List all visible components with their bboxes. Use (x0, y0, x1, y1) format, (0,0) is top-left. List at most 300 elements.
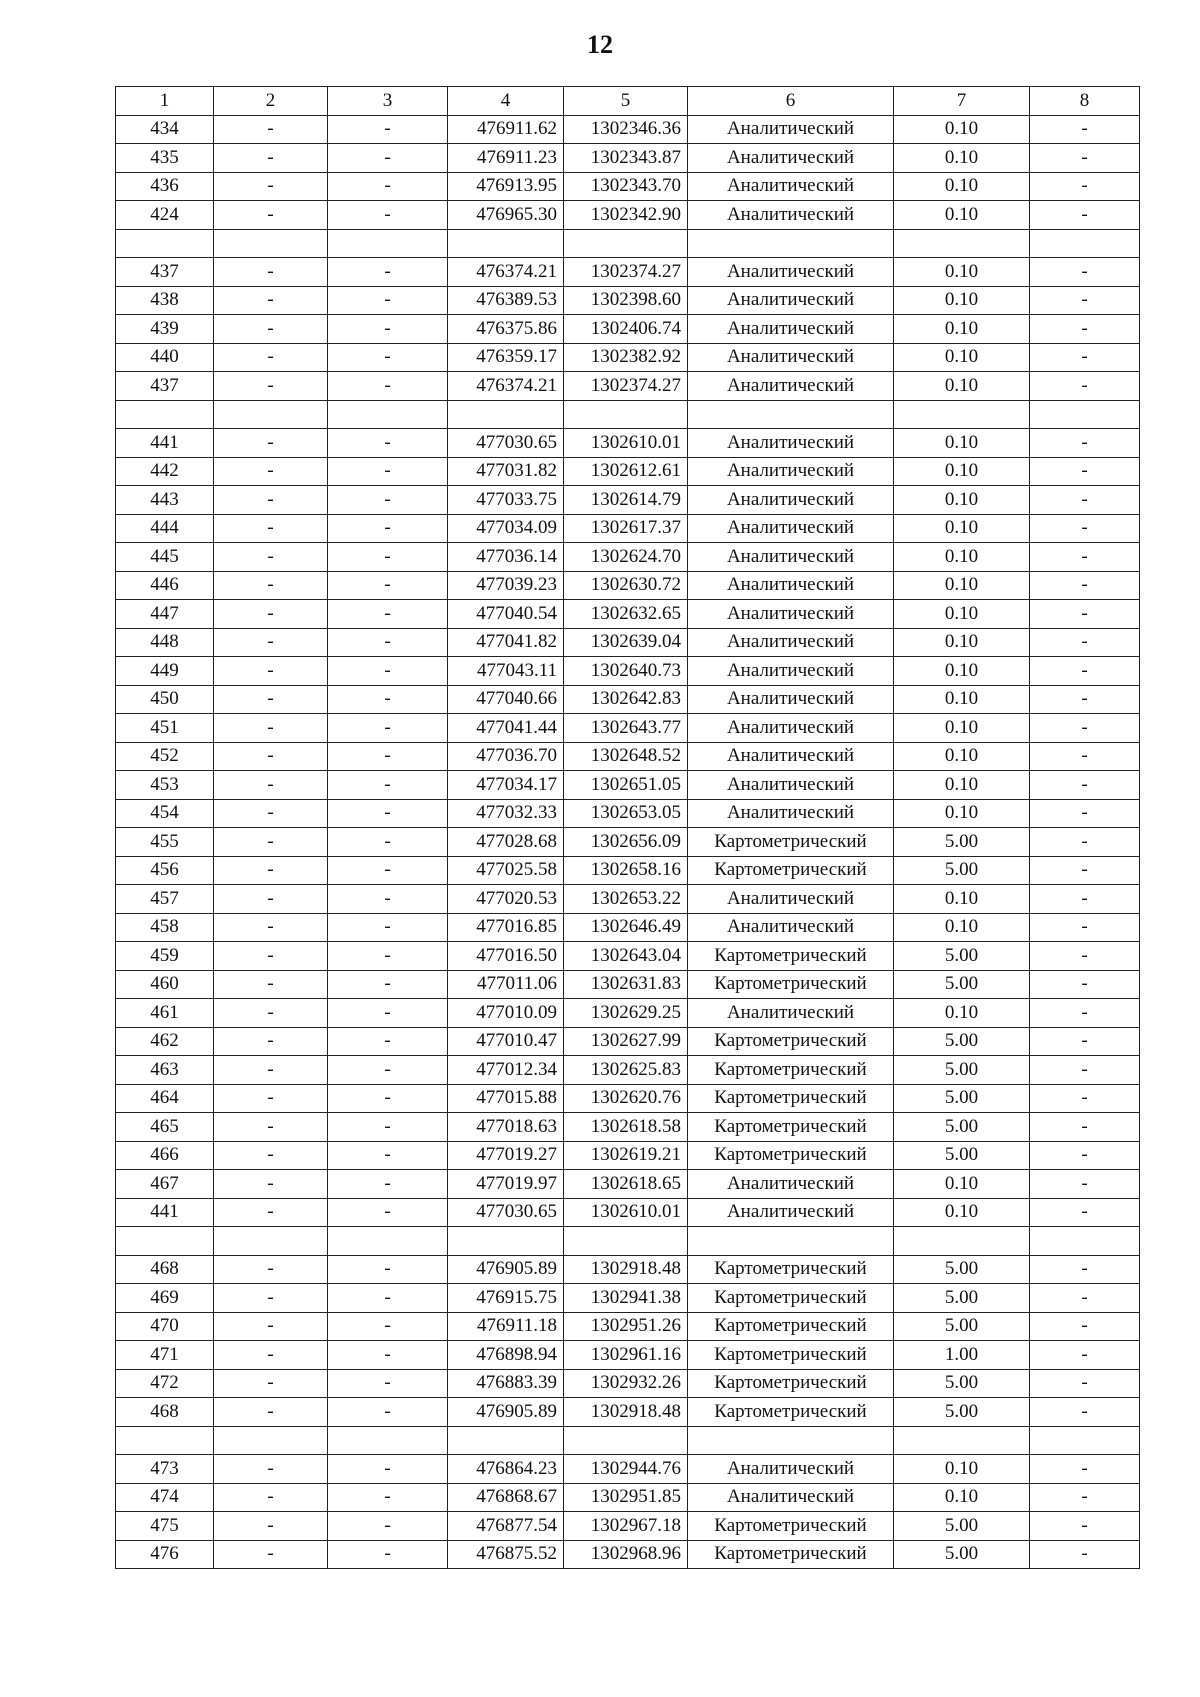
col3-cell: - (328, 343, 448, 372)
point-number-cell: 475 (116, 1512, 214, 1541)
method-cell (688, 1227, 894, 1256)
method-cell: Картометрический (688, 942, 894, 971)
col2-cell: - (214, 486, 328, 515)
x-coordinate-cell (448, 229, 564, 258)
x-coordinate-cell: 476375.86 (448, 315, 564, 344)
y-coordinate-cell: 1302961.16 (564, 1341, 688, 1370)
accuracy-cell (894, 1426, 1030, 1455)
col2-cell: - (214, 1255, 328, 1284)
table-row (116, 1198, 1140, 1227)
col8-cell: - (1030, 1141, 1140, 1170)
x-coordinate-cell: 476359.17 (448, 343, 564, 372)
table-row (116, 799, 1140, 828)
accuracy-cell: 0.10 (894, 628, 1030, 657)
point-number-cell: 472 (116, 1369, 214, 1398)
col2-cell (214, 400, 328, 429)
table-row (116, 600, 1140, 629)
col2-cell: - (214, 913, 328, 942)
table-row (116, 201, 1140, 230)
point-number-cell: 436 (116, 172, 214, 201)
table-row (116, 1455, 1140, 1484)
accuracy-cell: 0.10 (894, 742, 1030, 771)
method-cell: Картометрический (688, 1312, 894, 1341)
method-cell: Аналитический (688, 628, 894, 657)
point-number-cell: 453 (116, 771, 214, 800)
y-coordinate-cell: 1302627.99 (564, 1027, 688, 1056)
col2-cell: - (214, 600, 328, 629)
accuracy-cell: 0.10 (894, 543, 1030, 572)
method-cell (688, 1426, 894, 1455)
col2-cell: - (214, 144, 328, 173)
col8-cell: - (1030, 1369, 1140, 1398)
x-coordinate-cell: 477043.11 (448, 657, 564, 686)
col2-cell: - (214, 828, 328, 857)
x-coordinate-cell: 477033.75 (448, 486, 564, 515)
col2-cell: - (214, 714, 328, 743)
accuracy-cell: 0.10 (894, 771, 1030, 800)
col3-cell: - (328, 999, 448, 1028)
x-coordinate-cell: 477031.82 (448, 457, 564, 486)
x-coordinate-cell: 477016.85 (448, 913, 564, 942)
col8-cell: - (1030, 286, 1140, 315)
col3-cell: - (328, 315, 448, 344)
accuracy-cell: 0.10 (894, 286, 1030, 315)
col3-cell: - (328, 115, 448, 144)
table-row (116, 1227, 1140, 1256)
y-coordinate-cell: 1302951.26 (564, 1312, 688, 1341)
col3-cell: - (328, 1255, 448, 1284)
point-number-cell: 460 (116, 970, 214, 999)
col8-cell: - (1030, 1483, 1140, 1512)
accuracy-cell: 5.00 (894, 1312, 1030, 1341)
col3-cell: - (328, 828, 448, 857)
point-number-cell: 473 (116, 1455, 214, 1484)
col8-cell: - (1030, 1540, 1140, 1569)
method-cell: Аналитический (688, 1483, 894, 1512)
col2-cell: - (214, 201, 328, 230)
col3-cell: - (328, 628, 448, 657)
table-row (116, 286, 1140, 315)
point-number-cell: 441 (116, 1198, 214, 1227)
col3-cell: - (328, 571, 448, 600)
column-header: 3 (328, 87, 448, 116)
table-row (116, 1255, 1140, 1284)
x-coordinate-cell: 477032.33 (448, 799, 564, 828)
table-row (116, 1512, 1140, 1541)
x-coordinate-cell: 476965.30 (448, 201, 564, 230)
col3-cell: - (328, 486, 448, 515)
col2-cell: - (214, 1056, 328, 1085)
col3-cell: - (328, 514, 448, 543)
col8-cell: - (1030, 457, 1140, 486)
x-coordinate-cell (448, 1426, 564, 1455)
accuracy-cell: 0.10 (894, 514, 1030, 543)
y-coordinate-cell: 1302918.48 (564, 1255, 688, 1284)
col8-cell: - (1030, 172, 1140, 201)
col3-cell: - (328, 856, 448, 885)
point-number-cell (116, 229, 214, 258)
col2-cell: - (214, 1027, 328, 1056)
accuracy-cell: 0.10 (894, 1455, 1030, 1484)
method-cell: Картометрический (688, 1113, 894, 1142)
x-coordinate-cell: 476374.21 (448, 258, 564, 287)
col2-cell: - (214, 115, 328, 144)
method-cell: Картометрический (688, 828, 894, 857)
x-coordinate-cell: 477025.58 (448, 856, 564, 885)
page-number: 12 (587, 30, 613, 59)
col3-cell: - (328, 1141, 448, 1170)
col3-cell: - (328, 885, 448, 914)
col2-cell: - (214, 942, 328, 971)
table-row (116, 571, 1140, 600)
y-coordinate-cell: 1302639.04 (564, 628, 688, 657)
accuracy-cell: 5.00 (894, 942, 1030, 971)
point-number-cell: 458 (116, 913, 214, 942)
col8-cell: - (1030, 1312, 1140, 1341)
method-cell: Аналитический (688, 742, 894, 771)
y-coordinate-cell: 1302631.83 (564, 970, 688, 999)
point-number-cell: 438 (116, 286, 214, 315)
col2-cell: - (214, 628, 328, 657)
accuracy-cell: 5.00 (894, 828, 1030, 857)
accuracy-cell: 5.00 (894, 1141, 1030, 1170)
col3-cell: - (328, 258, 448, 287)
y-coordinate-cell: 1302646.49 (564, 913, 688, 942)
x-coordinate-cell: 476915.75 (448, 1284, 564, 1313)
col3-cell: - (328, 1483, 448, 1512)
point-number-cell: 469 (116, 1284, 214, 1313)
method-cell (688, 229, 894, 258)
table-row (116, 400, 1140, 429)
y-coordinate-cell: 1302651.05 (564, 771, 688, 800)
col3-cell: - (328, 457, 448, 486)
y-coordinate-cell: 1302643.04 (564, 942, 688, 971)
col2-cell: - (214, 1369, 328, 1398)
accuracy-cell: 5.00 (894, 1512, 1030, 1541)
accuracy-cell: 0.10 (894, 343, 1030, 372)
col8-cell: - (1030, 1284, 1140, 1313)
y-coordinate-cell: 1302612.61 (564, 457, 688, 486)
col8-cell: - (1030, 372, 1140, 401)
col3-cell: - (328, 1284, 448, 1313)
table-row (116, 828, 1140, 857)
accuracy-cell: 5.00 (894, 1056, 1030, 1085)
col8-cell: - (1030, 856, 1140, 885)
accuracy-cell: 0.10 (894, 999, 1030, 1028)
table-row (116, 1027, 1140, 1056)
column-header: 8 (1030, 87, 1140, 116)
x-coordinate-cell: 476905.89 (448, 1398, 564, 1427)
y-coordinate-cell: 1302624.70 (564, 543, 688, 572)
y-coordinate-cell (564, 1227, 688, 1256)
x-coordinate-cell: 477012.34 (448, 1056, 564, 1085)
col2-cell: - (214, 1084, 328, 1113)
method-cell: Аналитический (688, 201, 894, 230)
table-row (116, 543, 1140, 572)
table-row (116, 999, 1140, 1028)
point-number-cell: 444 (116, 514, 214, 543)
column-header: 1 (116, 87, 214, 116)
method-cell: Картометрический (688, 1255, 894, 1284)
table-row (116, 1170, 1140, 1199)
col2-cell: - (214, 1512, 328, 1541)
accuracy-cell: 0.10 (894, 799, 1030, 828)
x-coordinate-cell: 477041.44 (448, 714, 564, 743)
y-coordinate-cell: 1302658.16 (564, 856, 688, 885)
table-row (116, 1369, 1140, 1398)
method-cell: Картометрический (688, 1284, 894, 1313)
col2-cell: - (214, 1141, 328, 1170)
col8-cell: - (1030, 1170, 1140, 1199)
col3-cell: - (328, 1369, 448, 1398)
point-number-cell: 456 (116, 856, 214, 885)
x-coordinate-cell: 477020.53 (448, 885, 564, 914)
y-coordinate-cell: 1302382.92 (564, 343, 688, 372)
table-row (116, 1056, 1140, 1085)
col2-cell: - (214, 771, 328, 800)
col2-cell: - (214, 1170, 328, 1199)
x-coordinate-cell: 477039.23 (448, 571, 564, 600)
col2-cell: - (214, 1341, 328, 1370)
accuracy-cell: 0.10 (894, 115, 1030, 144)
y-coordinate-cell: 1302648.52 (564, 742, 688, 771)
col2-cell: - (214, 1312, 328, 1341)
x-coordinate-cell: 476883.39 (448, 1369, 564, 1398)
accuracy-cell: 0.10 (894, 172, 1030, 201)
y-coordinate-cell: 1302968.96 (564, 1540, 688, 1569)
method-cell: Картометрический (688, 1369, 894, 1398)
x-coordinate-cell: 477019.27 (448, 1141, 564, 1170)
y-coordinate-cell: 1302618.65 (564, 1170, 688, 1199)
x-coordinate-cell: 476877.54 (448, 1512, 564, 1541)
col8-cell: - (1030, 771, 1140, 800)
col2-cell: - (214, 685, 328, 714)
point-number-cell: 468 (116, 1255, 214, 1284)
table-row (116, 172, 1140, 201)
point-number-cell: 455 (116, 828, 214, 857)
method-cell: Аналитический (688, 343, 894, 372)
table-row (116, 1284, 1140, 1313)
col3-cell: - (328, 600, 448, 629)
method-cell: Аналитический (688, 685, 894, 714)
point-number-cell: 457 (116, 885, 214, 914)
table-row (116, 229, 1140, 258)
col2-cell: - (214, 970, 328, 999)
x-coordinate-cell: 476868.67 (448, 1483, 564, 1512)
table-row (116, 913, 1140, 942)
method-cell: Аналитический (688, 913, 894, 942)
method-cell: Аналитический (688, 429, 894, 458)
point-number-cell: 462 (116, 1027, 214, 1056)
method-cell: Аналитический (688, 1455, 894, 1484)
method-cell: Картометрический (688, 1027, 894, 1056)
y-coordinate-cell: 1302617.37 (564, 514, 688, 543)
table-row (116, 970, 1140, 999)
accuracy-cell: 0.10 (894, 913, 1030, 942)
table-row (116, 885, 1140, 914)
table-row (116, 1398, 1140, 1427)
table-row (116, 1312, 1140, 1341)
col3-cell: - (328, 1027, 448, 1056)
x-coordinate-cell: 477019.97 (448, 1170, 564, 1199)
table-row (116, 315, 1140, 344)
method-cell: Картометрический (688, 1512, 894, 1541)
col8-cell: - (1030, 942, 1140, 971)
point-number-cell: 435 (116, 144, 214, 173)
method-cell: Картометрический (688, 1398, 894, 1427)
col3-cell: - (328, 1455, 448, 1484)
y-coordinate-cell (564, 229, 688, 258)
table-row (116, 343, 1140, 372)
col2-cell: - (214, 1455, 328, 1484)
accuracy-cell: 5.00 (894, 1540, 1030, 1569)
point-number-cell: 467 (116, 1170, 214, 1199)
point-number-cell: 437 (116, 372, 214, 401)
col3-cell: - (328, 970, 448, 999)
y-coordinate-cell: 1302967.18 (564, 1512, 688, 1541)
table-row (116, 628, 1140, 657)
column-header: 5 (564, 87, 688, 116)
col2-cell: - (214, 1398, 328, 1427)
col3-cell: - (328, 771, 448, 800)
table-row (116, 1141, 1140, 1170)
point-number-cell: 443 (116, 486, 214, 515)
table-row (116, 742, 1140, 771)
y-coordinate-cell: 1302343.87 (564, 144, 688, 173)
method-cell: Аналитический (688, 172, 894, 201)
col2-cell: - (214, 315, 328, 344)
point-number-cell: 446 (116, 571, 214, 600)
col8-cell: - (1030, 514, 1140, 543)
method-cell: Картометрический (688, 1084, 894, 1113)
point-number-cell: 451 (116, 714, 214, 743)
table-row (116, 714, 1140, 743)
col8-cell: - (1030, 970, 1140, 999)
col2-cell: - (214, 543, 328, 572)
table-row (116, 429, 1140, 458)
column-header: 6 (688, 87, 894, 116)
x-coordinate-cell: 476905.89 (448, 1255, 564, 1284)
col2-cell (214, 1227, 328, 1256)
method-cell: Аналитический (688, 372, 894, 401)
accuracy-cell: 0.10 (894, 571, 1030, 600)
point-number-cell: 470 (116, 1312, 214, 1341)
col3-cell: - (328, 942, 448, 971)
method-cell: Аналитический (688, 486, 894, 515)
col8-cell: - (1030, 685, 1140, 714)
x-coordinate-cell: 476911.62 (448, 115, 564, 144)
method-cell: Аналитический (688, 885, 894, 914)
accuracy-cell: 0.10 (894, 457, 1030, 486)
point-number-cell: 459 (116, 942, 214, 971)
y-coordinate-cell: 1302618.58 (564, 1113, 688, 1142)
col3-cell (328, 1227, 448, 1256)
table-row (116, 115, 1140, 144)
x-coordinate-cell: 477018.63 (448, 1113, 564, 1142)
y-coordinate-cell: 1302398.60 (564, 286, 688, 315)
col2-cell: - (214, 286, 328, 315)
point-number-cell: 448 (116, 628, 214, 657)
table-row (116, 1341, 1140, 1370)
col8-cell: - (1030, 571, 1140, 600)
col3-cell: - (328, 144, 448, 173)
col2-cell: - (214, 856, 328, 885)
col8-cell: - (1030, 1512, 1140, 1541)
accuracy-cell (894, 400, 1030, 429)
accuracy-cell: 5.00 (894, 856, 1030, 885)
point-number-cell: 449 (116, 657, 214, 686)
table-row (116, 1084, 1140, 1113)
col8-cell: - (1030, 885, 1140, 914)
x-coordinate-cell: 476911.23 (448, 144, 564, 173)
coordinates-table (115, 86, 1140, 1569)
accuracy-cell: 5.00 (894, 1284, 1030, 1313)
col3-cell: - (328, 286, 448, 315)
col8-cell: - (1030, 486, 1140, 515)
col2-cell: - (214, 1483, 328, 1512)
accuracy-cell: 0.10 (894, 258, 1030, 287)
accuracy-cell: 0.10 (894, 600, 1030, 629)
point-number-cell: 468 (116, 1398, 214, 1427)
col3-cell: - (328, 429, 448, 458)
y-coordinate-cell (564, 400, 688, 429)
col8-cell: - (1030, 543, 1140, 572)
accuracy-cell (894, 1227, 1030, 1256)
col3-cell: - (328, 913, 448, 942)
col2-cell: - (214, 429, 328, 458)
point-number-cell: 439 (116, 315, 214, 344)
x-coordinate-cell: 477034.17 (448, 771, 564, 800)
x-coordinate-cell: 477036.70 (448, 742, 564, 771)
col8-cell: - (1030, 315, 1140, 344)
method-cell: Картометрический (688, 1141, 894, 1170)
col8-cell: - (1030, 1255, 1140, 1284)
x-coordinate-cell: 477016.50 (448, 942, 564, 971)
x-coordinate-cell: 477040.54 (448, 600, 564, 629)
accuracy-cell: 0.10 (894, 201, 1030, 230)
col8-cell: - (1030, 1455, 1140, 1484)
point-number-cell: 437 (116, 258, 214, 287)
method-cell: Аналитический (688, 1198, 894, 1227)
col3-cell: - (328, 799, 448, 828)
table-row (116, 486, 1140, 515)
col2-cell: - (214, 1198, 328, 1227)
col8-cell: - (1030, 799, 1140, 828)
x-coordinate-cell: 477034.09 (448, 514, 564, 543)
y-coordinate-cell: 1302614.79 (564, 486, 688, 515)
x-coordinate-cell: 476864.23 (448, 1455, 564, 1484)
table-row (116, 771, 1140, 800)
col3-cell: - (328, 543, 448, 572)
col8-cell: - (1030, 913, 1140, 942)
table-row (116, 685, 1140, 714)
point-number-cell: 466 (116, 1141, 214, 1170)
col8-cell: - (1030, 1056, 1140, 1085)
point-number-cell: 442 (116, 457, 214, 486)
x-coordinate-cell: 476911.18 (448, 1312, 564, 1341)
method-cell: Аналитический (688, 714, 894, 743)
point-number-cell: 440 (116, 343, 214, 372)
x-coordinate-cell (448, 400, 564, 429)
col2-cell: - (214, 657, 328, 686)
col8-cell: - (1030, 828, 1140, 857)
point-number-cell: 461 (116, 999, 214, 1028)
y-coordinate-cell: 1302932.26 (564, 1369, 688, 1398)
table-row (116, 258, 1140, 287)
accuracy-cell: 0.10 (894, 486, 1030, 515)
accuracy-cell: 0.10 (894, 714, 1030, 743)
point-number-cell (116, 1426, 214, 1455)
